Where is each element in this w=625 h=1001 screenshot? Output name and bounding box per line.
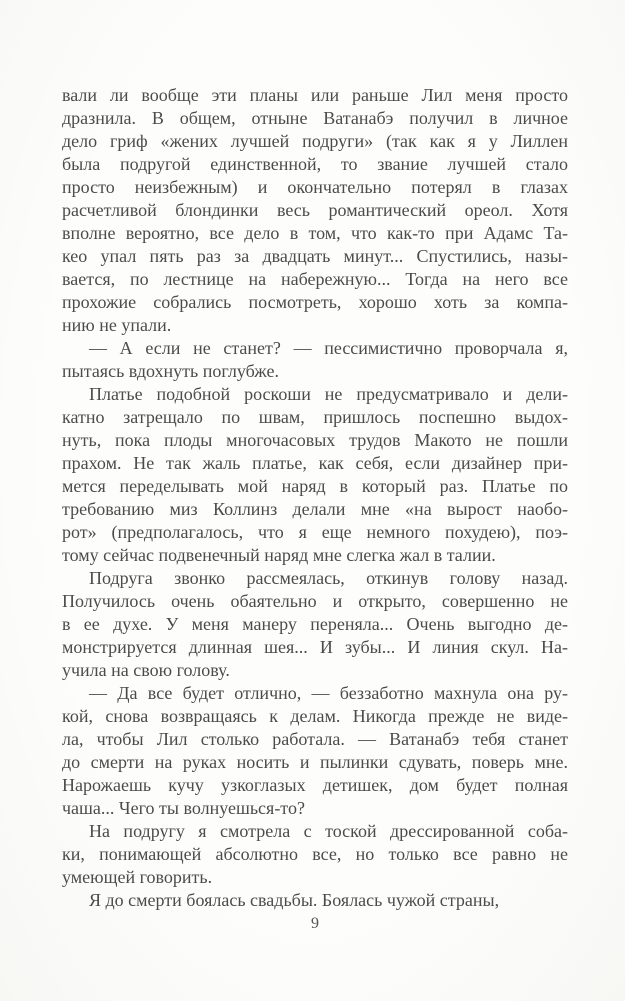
page-number: 9 (311, 915, 319, 932)
paragraph (62, 682, 568, 820)
text-line: ла, чтобы Лил столько работала. — Ватанабэ тебя станет (62, 729, 568, 749)
paragraph (62, 84, 568, 337)
paragraph (62, 889, 568, 912)
text-line: до смерти на руках носить и пылинки сдувать, поверь мне. (62, 752, 568, 772)
text-line: нию не упали. (62, 315, 172, 335)
text-line: пытаясь вдохнуть поглубже. (62, 361, 279, 381)
paragraph (62, 383, 568, 567)
text-line: учила на свою голову. (62, 660, 230, 680)
text-line: прохожие собрались посмотреть, хорошо хоть за компа- (62, 292, 568, 312)
text-line: На подругу я смотрела с тоской дрессированной соба- (89, 821, 568, 841)
text-line: — Да все будет отлично, — беззаботно махнула она ру- (89, 683, 568, 703)
text-line: Нарожаешь кучу узкоглазых детишек, дом будет полная (62, 775, 568, 795)
page-text-block (62, 84, 568, 912)
text-line: требованию миз Коллинз делали мне «на вырост наобо- (62, 499, 568, 519)
paragraph (62, 820, 568, 889)
text-line: расчетливой блондинки весь романтический ореол. Хотя (62, 200, 568, 220)
text-line: рот» (предполагалось, что я еще немного похудею), поэ- (62, 522, 568, 542)
text-line: катно затрещало по швам, пришлось поспешно выдох- (62, 407, 568, 427)
text-line: Подруга звонко рассмеялась, откинув голову назад. (89, 568, 568, 588)
text-line: просто неизбежным) и окончательно потерял в глазах (62, 177, 568, 197)
text-line: Получилось очень обаятельно и открыто, совершенно не (62, 591, 568, 611)
text-line: Я до смерти боялась свадьбы. Боялась чужой страны, (89, 890, 500, 910)
text-line: прахом. Не так жаль платье, как себя, если дизайнер при- (62, 453, 568, 473)
text-line: мется переделывать мой наряд в который раз. Платье по (62, 476, 568, 496)
text-line: кео упал пять раз за двадцать минут... Спустились, назы- (62, 246, 568, 266)
text-line: вполне вероятно, все дело в том, что как-то при Адамс Та- (62, 223, 568, 243)
text-line: ки, понимающей абсолютно все, но только все равно не (62, 844, 568, 864)
text-line: вали ли вообще эти планы или раньше Лил меня просто (62, 85, 568, 105)
text-line: кой, снова возвращаясь к делам. Никогда прежде не виде- (62, 706, 568, 726)
text-line: дразнила. В общем, отныне Ватанабэ получил в личное (62, 108, 568, 128)
text-line: нуть, пока плоды многочасовых трудов Макото не пошли (62, 430, 568, 450)
text-line: тому сейчас подвенечный наряд мне слегка жал в талии. (62, 545, 496, 565)
text-line: была подругой единственной, то звание лучшей стало (62, 154, 568, 174)
text-line: в ее духе. У меня манеру переняла... Очень выгодно де- (62, 614, 568, 634)
paragraph (62, 337, 568, 383)
text-line: вается, по лестнице на набережную... Тогда на него все (62, 269, 568, 289)
paragraph (62, 567, 568, 682)
text-line: Платье подобной роскоши не предусматривало и дели- (89, 384, 568, 404)
text-line: умеющей говорить. (62, 867, 213, 887)
text-line: монстрируется длинная шея... И зубы... И линия скул. На- (62, 637, 568, 657)
text-line: чаша... Чего ты волнуешься-то? (62, 798, 305, 818)
text-line: дело гриф «жених лучшей подруги» (так как я у Лиллен (62, 131, 568, 151)
text-line: — А если не станет? — пессимистично проворчала я, (89, 338, 568, 358)
